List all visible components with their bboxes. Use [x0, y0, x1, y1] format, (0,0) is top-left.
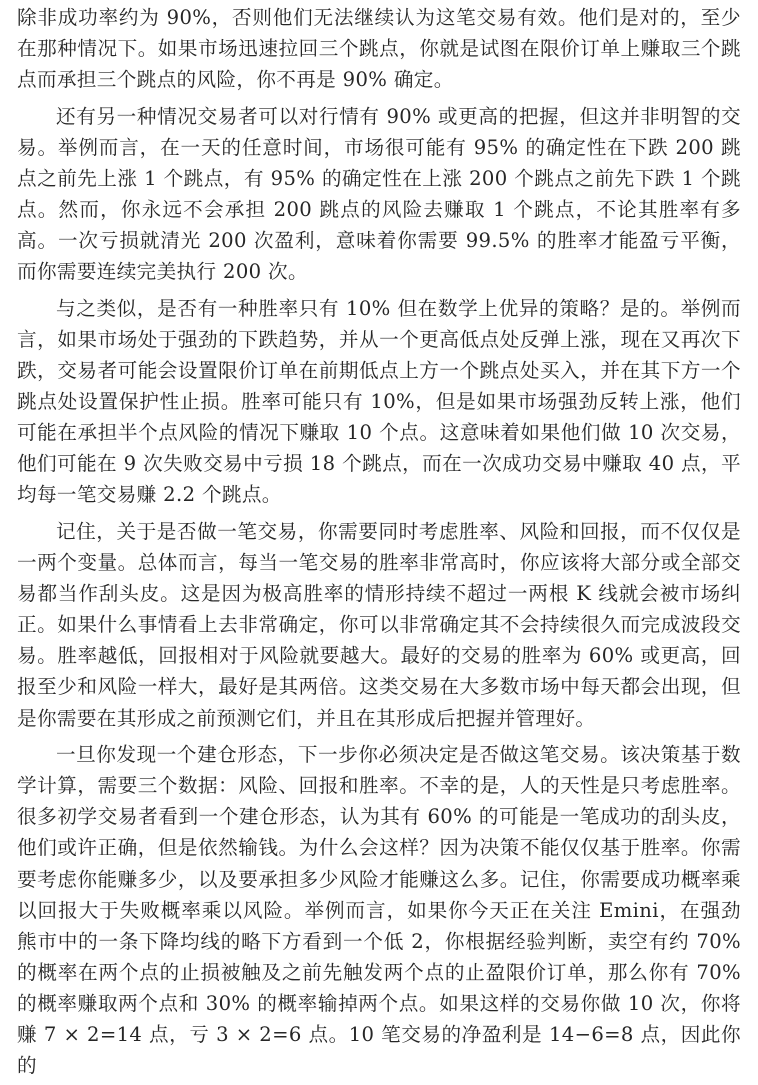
paragraph-4: 记住，关于是否做一笔交易，你需要同时考虑胜率、风险和回报，而不仅仅是一两个变量。总体而言，每当一笔交易的胜率非常高时，你应该将大部分或全部交易都当作刮头皮。这是因为极高胜率的情形持续不超过一两根 K 线就会被市场纠正。如果什么事情看上去非常确定，你可以非常确定其不会持续很久而完成波段交易。胜率越低，回报相对于风险就要越大。最好的交易的胜率为 60% 或更高，回报至少和风险一样大，最好是其两倍。这类交易在大多数市场中每天都会出现，但是你需要在其形成之前预测它们，并且在其形成后把握并管理好。: [17, 520, 741, 730]
paragraph-2: 还有另一种情况交易者可以对行情有 90% 或更高的把握，但这并非明智的交易。举例而言，在一天的任意时间，市场很可能有 95% 的确定性在下跌 200 跳点之前先上涨 1 个跳点，有 95% 的确定性在上涨 200 个跳点之前先下跌 1 个跳点。然而，你永远不会承担 200 跳点的风险去赚取 1 个跳点，不论其胜率有多高。一次亏损就清光 200 次盈利，意味着你需要 99.5% 的胜率才能盈亏平衡，而你需要连续完美执行 200 次。: [17, 104, 741, 284]
paragraph-5: 一旦你发现一个建仓形态，下一步你必须决定是否做这笔交易。该决策基于数学计算，需要三个数据：风险、回报和胜率。不幸的是，人的天性是只考虑胜率。很多初学交易者看到一个建仓形态，认为其有 60% 的可能是一笔成功的刮头皮，他们或许正确，但是依然输钱。为什么会这样？因为决策不能仅仅基于胜率。你需要考虑你能赚多少，以及要承担多少风险才能赚这么多。记住，你需要成功概率乘以回报大于失败概率乘以风险。举例而言，如果你今天正在关注 Emini，在强劲熊市中的一条下降均线的略下方看到一个低 2，你根据经验判断，卖空有约 70% 的概率在两个点的止损被触及之前先触发两个点的止盈限价订单，那么你有 70% 的概率赚取两个点和 30% 的概率输掉两个点。如果这样的交易你做 10 次，你将赚 7 × 2=14 点，亏 3 × 2=6 点。10 笔交易的净盈利是 14−6=8 点，因此你的: [17, 743, 741, 1078]
paragraph-3: 与之类似，是否有一种胜率只有 10% 但在数学上优异的策略？是的。举例而言，如果市场处于强劲的下跌趋势，并从一个更高低点处反弹上涨，现在又再次下跌，交易者可能会设置限价订单在前期低点上方一个跳点处买入，并在其下方一个跳点处设置保护性止损。胜率可能只有 10%，但是如果市场强劲反转上涨，他们可能在承担半个点风险的情况下赚取 10 个点。这意味着如果他们做 10 次交易，他们可能在 9 次失败交易中亏损 18 个跳点，而在一次成功交易中赚取 40 点，平均每一笔交易赚 2.2 个跳点。: [17, 296, 741, 507]
paragraph-1: 除非成功率约为 90%，否则他们无法继续认为这笔交易有效。他们是对的，至少在那种情况下。如果市场迅速拉回三个跳点，你就是试图在限价订单上赚取三个跳点而承担三个跳点的风险，你不再是 90% 确定。: [17, 6, 741, 92]
